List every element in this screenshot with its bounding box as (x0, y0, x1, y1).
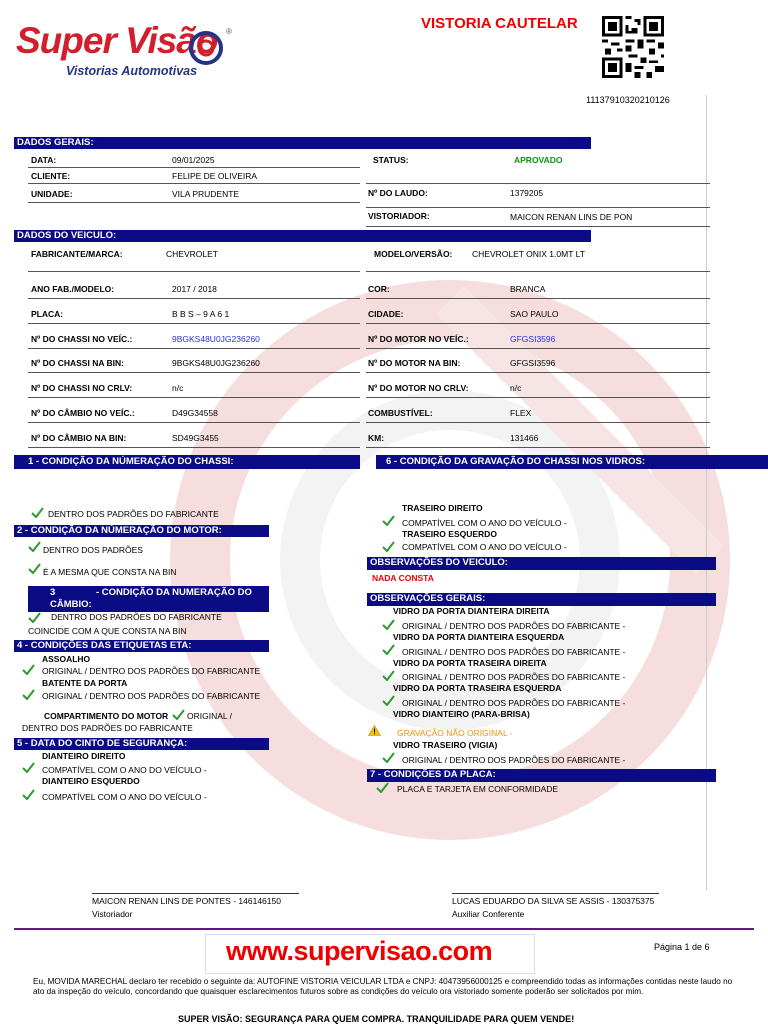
cinto-item-1: COMPATÍVEL COM O ANO DO VEÍCULO - (42, 765, 207, 775)
cambio-heading-a: - CONDIÇÃO DA NUMERAÇÃO DO (96, 587, 252, 598)
row-divider (28, 422, 360, 423)
obs-sub-6: VIDRO TRASEIRO (VIGIA) (393, 740, 498, 750)
row-divider (28, 271, 360, 272)
row-divider (28, 202, 360, 203)
logo-wordmark: Super Visão (16, 20, 218, 61)
vehicle-value-right: GFGSI3596 (510, 358, 556, 368)
section-header-obs-gerais: OBSERVAÇÕES GERAIS: (367, 593, 716, 606)
obs-sub-4: VIDRO DA PORTA TRASEIRA ESQUERDA (393, 683, 562, 693)
vidros-item-traseiro-direito: COMPATÍVEL COM O ANO DO VEÍCULO - (402, 518, 567, 528)
check-icon (22, 789, 35, 800)
vehicle-value-right: n/c (510, 383, 522, 393)
signature-line-2 (452, 893, 659, 894)
vehicle-label-right: COMBUSTÍVEL: (368, 408, 433, 418)
vehicle-value-right: FLEX (510, 408, 532, 418)
vehicle-value-left: 9BGKS48U0JG236260 (172, 334, 260, 344)
check-icon (382, 670, 395, 681)
cambio-heading-num: 3 (50, 587, 56, 598)
check-icon (28, 541, 41, 552)
cambio-heading-b: CÂMBIO: (50, 599, 92, 610)
row-divider (28, 447, 360, 448)
obs-item-2: ORIGINAL / DENTRO DOS PADRÕES DO FABRICANTE - (402, 647, 626, 657)
check-icon (172, 709, 185, 720)
website-url[interactable]: www.supervisao.com (226, 936, 493, 966)
obs-veiculo-value: NADA CONSTA (372, 573, 434, 583)
vehicle-label-left: Nº DO CÂMBIO NA BIN: (31, 433, 127, 443)
cinto-sub-2: DIANTEIRO ESQUERDO (42, 776, 140, 786)
eta-sub-compartimento: COMPARTIMENTO DO MOTOR (44, 711, 169, 721)
row-divider (366, 372, 710, 373)
signature-role-1: Vistoriador (92, 909, 133, 919)
vehicle-value-right: BRANCA (510, 284, 546, 294)
status-value: APROVADO (514, 155, 563, 165)
data-label: DATA: (31, 155, 57, 165)
obs-item-3: ORIGINAL / DENTRO DOS PADRÕES DO FABRICANTE - (402, 672, 626, 682)
section-header-cambio (28, 586, 269, 612)
obs-item-6: ORIGINAL / DENTRO DOS PADRÕES DO FABRICANTE - (402, 755, 626, 765)
eta-item-compartimento-a: ORIGINAL / (187, 711, 233, 721)
obs-sub-3: VIDRO DA PORTA TRASEIRA DIREITA (393, 658, 547, 668)
vehicle-value-right: CHEVROLET ONIX 1.0MT LT (472, 249, 585, 259)
check-icon (22, 762, 35, 773)
signature-line-1 (92, 893, 299, 894)
eta-item-compartimento-b: DENTRO DOS PADRÕES DO FABRICANTE (22, 723, 193, 733)
eta-sub-assoalho: ASSOALHO (42, 654, 91, 664)
row-divider (366, 298, 710, 299)
vehicle-label-right: Nº DO MOTOR NO VEÍC.: (368, 334, 469, 344)
qr-code-icon (602, 16, 664, 78)
vehicle-value-left: CHEVROLET (166, 249, 218, 259)
check-icon (22, 689, 35, 700)
section-header-chassi: 1 - CONDIÇÃO DA NÚMERAÇÃO DO CHASSI: (14, 455, 360, 469)
row-divider (366, 422, 710, 423)
check-icon (28, 612, 41, 623)
check-icon (31, 507, 44, 518)
check-icon (376, 782, 389, 793)
document-code: 11137910320210126 (586, 95, 670, 105)
vehicle-value-left: 9BGKS48U0JG236260 (172, 358, 260, 368)
check-icon (382, 644, 395, 655)
vehicle-value-left: SD49G3455 (172, 433, 219, 443)
vehicle-value-right: SAO PAULO (510, 309, 559, 319)
section-header-placa: 7 - CONDIÇÕES DA PLACA: (367, 769, 716, 782)
vidros-item-traseiro-esquerdo: COMPATÍVEL COM O ANO DO VEÍCULO - (402, 542, 567, 552)
obs-item-4: ORIGINAL / DENTRO DOS PADRÕES DO FABRICANTE - (402, 698, 626, 708)
vehicle-label-right: KM: (368, 433, 385, 443)
row-divider (366, 271, 710, 272)
vehicle-label-left: Nº DO CHASSI NA BIN: (31, 358, 124, 368)
cinto-sub-1: DIANTEIRO DIREITO (42, 751, 126, 761)
registered-mark: ® (226, 27, 232, 36)
cambio-item-a: DENTRO DOS PADRÕES DO FABRICANTE (51, 612, 222, 622)
row-divider (366, 323, 710, 324)
document-title: VISTORIA CAUTELAR (421, 15, 578, 32)
obs-item-1: ORIGINAL / DENTRO DOS PADRÕES DO FABRICANTE - (402, 621, 626, 631)
vehicle-label-left: Nº DO CHASSI NO VEÍC.: (31, 334, 133, 344)
row-divider (366, 397, 710, 398)
unidade-value: VILA PRUDENTE (172, 189, 240, 199)
section-header-vidros: 6 - CONDIÇÃO DA GRAVAÇÃO DO CHASSI NOS VIDROS: (376, 455, 768, 469)
row-divider (366, 183, 710, 184)
vistoriador-value: MAICON RENAN LINS DE PON (510, 212, 633, 222)
check-icon (382, 541, 395, 552)
vehicle-value-left: D49G34558 (172, 408, 218, 418)
vehicle-label-right: MODELO/VERSÃO: (374, 249, 453, 259)
logo-target-icon (188, 30, 224, 66)
vehicle-label-right: CIDADE: (368, 309, 404, 319)
row-divider (28, 183, 360, 184)
check-icon (28, 563, 41, 574)
row-divider (366, 226, 710, 227)
section-header-etiquetas: 4 - CONDIÇÕES DAS ETIQUETAS ETA: (14, 640, 269, 652)
vehicle-label-left: Nº DO CÂMBIO NO VEÍC.: (31, 408, 135, 418)
section-header-cinto: 5 - DATA DO CINTO DE SEGURANÇA: (14, 738, 269, 750)
legal-declaration: Eu, MOVIDA MARECHAL declaro ter recebido o seguinte da: AUTOFINE VISTORIA VEICULAR LTDA e CNPJ: 40473956000125 e compreendido todas as informações contidas neste laudo no ato da inspeção do veículo, concordando que quaisquer esclarecimentos futuros sobre as condições do veículo ora vistoriado somente poderão ser solicitados por mim. (33, 977, 733, 996)
vidros-sub-traseiro-esquerdo: TRASEIRO ESQUERDO (402, 529, 497, 539)
row-divider (366, 348, 710, 349)
obs-sub-1: VIDRO DA PORTA DIANTEIRA DIREITA (393, 606, 550, 616)
vehicle-value-right: GFGSI3596 (510, 334, 556, 344)
page-number: Página 1 de 6 (654, 942, 710, 952)
row-divider (28, 372, 360, 373)
eta-sub-batente: BATENTE DA PORTA (42, 678, 128, 688)
vehicle-label-right: Nº DO MOTOR NO CRLV: (368, 383, 469, 393)
vehicle-label-left: ANO FAB./MODELO: (31, 284, 115, 294)
footer-slogan: SUPER VISÃO: SEGURANÇA PARA QUEM COMPRA. TRANQUILIDADE PARA QUEM VENDE! (178, 1014, 575, 1024)
vistoriador-label: VISTORIADOR: (368, 211, 430, 221)
section-header-dados-gerais: DADOS GERAIS: (14, 137, 591, 149)
section-header-obs-veiculo: OBSERVAÇÕES DO VEICULO: (367, 557, 716, 570)
signature-role-2: Auxiliar Conferente (452, 909, 525, 919)
vehicle-label-right: COR: (368, 284, 390, 294)
unidade-label: UNIDADE: (31, 189, 73, 199)
chassi-item: DENTRO DOS PADRÕES DO FABRICANTE (48, 509, 219, 519)
check-icon (22, 664, 35, 675)
row-divider (28, 323, 360, 324)
footer-divider (14, 928, 754, 930)
section-header-dados-veiculo: DADOS DO VEICULO: (14, 230, 591, 242)
laudo-label: Nº DO LAUDO: (368, 188, 428, 198)
vehicle-label-left: PLACA: (31, 309, 64, 319)
vehicle-label-left: Nº DO CHASSI NO CRLV: (31, 383, 133, 393)
row-divider (366, 447, 710, 448)
section-header-motor: 2 - CONDIÇÃO DA NÚMERAÇÃO DO MOTOR: (14, 525, 269, 537)
motor-item-1: DENTRO DOS PADRÕES (43, 545, 143, 555)
check-icon (382, 619, 395, 630)
signature-name-1: MAICON RENAN LINS DE PONTES - 146146150 (92, 896, 281, 906)
check-icon (382, 695, 395, 706)
check-icon (382, 752, 395, 763)
cliente-label: CLIENTE: (31, 171, 71, 181)
obs-item-5: GRAVAÇÃO NÃO ORIGINAL - (397, 728, 513, 738)
cinto-item-2: COMPATÍVEL COM O ANO DO VEÍCULO - (42, 792, 207, 802)
data-value: 09/01/2025 (172, 155, 215, 165)
vehicle-value-left: n/c (172, 383, 184, 393)
row-divider (28, 167, 360, 168)
laudo-value: 1379205 (510, 188, 544, 198)
warning-icon (368, 725, 381, 736)
motor-item-2: É A MESMA QUE CONSTA NA BIN (43, 567, 177, 577)
vehicle-value-left: B B S – 9 A 6 1 (172, 309, 230, 319)
status-label: STATUS: (373, 155, 409, 165)
vehicle-value-right: 131466 (510, 433, 539, 443)
obs-sub-5: VIDRO DIANTEIRO (PARA-BRISA) (393, 709, 530, 719)
row-divider (28, 298, 360, 299)
vehicle-label-right: Nº DO MOTOR NA BIN: (368, 358, 461, 368)
eta-item-batente: ORIGINAL / DENTRO DOS PADRÕES DO FABRICANTE (42, 691, 261, 701)
logo-subtitle: Vistorias Automotivas (66, 64, 198, 78)
vehicle-label-left: FABRICANTE/MARCA: (31, 249, 123, 259)
placa-item: PLACA E TARJETA EM CONFORMIDADE (397, 784, 559, 794)
row-divider (28, 397, 360, 398)
check-icon (382, 515, 395, 526)
eta-item-assoalho: ORIGINAL / DENTRO DOS PADRÕES DO FABRICANTE (42, 666, 261, 676)
row-divider (366, 207, 710, 208)
cliente-value: FELIPE DE OLIVEIRA (172, 171, 258, 181)
row-divider (28, 348, 360, 349)
vehicle-value-left: 2017 / 2018 (172, 284, 217, 294)
obs-sub-2: VIDRO DA PORTA DIANTEIRA ESQUERDA (393, 632, 565, 642)
signature-name-2: LUCAS EDUARDO DA SILVA SE ASSIS - 130375375 (452, 896, 655, 906)
vidros-sub-traseiro-direito: TRASEIRO DIREITO (402, 503, 483, 513)
cambio-item-b: COINCIDE COM A QUE CONSTA NA BIN (28, 626, 187, 636)
